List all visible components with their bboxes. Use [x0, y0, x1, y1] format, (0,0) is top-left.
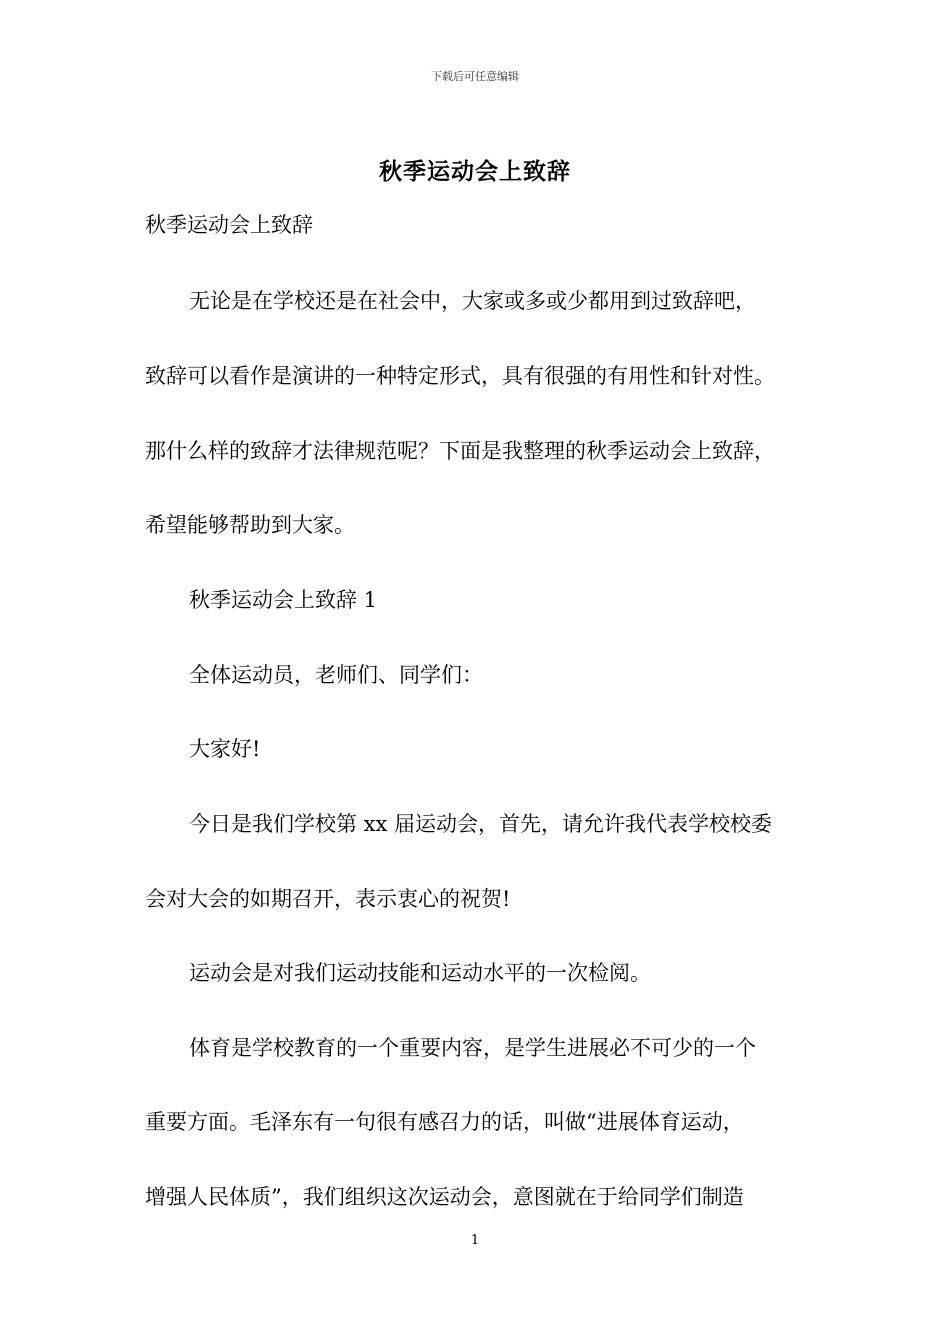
paragraph-line: 重要方面。毛泽东有一句很有感召力的话，叫做“进展体育运动，	[145, 1110, 744, 1134]
paragraph-line: 今日是我们学校第 xx 届运动会，首先，请允许我代表学校校委	[189, 812, 773, 836]
salutation-line: 全体运动员，老师们、同学们：	[189, 663, 483, 687]
paragraph-line: 运动会是对我们运动技能和运动水平的一次检阅。	[189, 961, 651, 985]
paragraph-line: 致辞可以看作是演讲的一种特定形式，具有很强的有用性和针对性。	[145, 364, 775, 388]
header-note: 下载后可任意编辑	[431, 70, 519, 83]
greeting-line: 大家好!	[189, 737, 261, 761]
section-heading: 秋季运动会上致辞 1	[189, 588, 378, 612]
paragraph-line: 希望能够帮助到大家。	[145, 513, 355, 537]
paragraph-line: 增强人民体质”，我们组织这次运动会，意图就在于给同学们制造	[145, 1185, 744, 1209]
document-title: 秋季运动会上致辞	[379, 158, 571, 185]
paragraph-line: 无论是在学校还是在社会中，大家或多或少都用到过致辞吧，	[189, 289, 756, 313]
paragraph-line: 体育是学校教育的一个重要内容，是学生进展必不可少的一个	[189, 1036, 756, 1060]
paragraph-line: 会对大会的如期召开，表示衷心的祝贺!	[145, 887, 511, 911]
paragraph-line: 那什么样的致辞才法律规范呢？下面是我整理的秋季运动会上致辞，	[145, 439, 775, 463]
page-number: 1	[470, 1233, 480, 1248]
subtitle-line: 秋季运动会上致辞	[145, 213, 313, 237]
